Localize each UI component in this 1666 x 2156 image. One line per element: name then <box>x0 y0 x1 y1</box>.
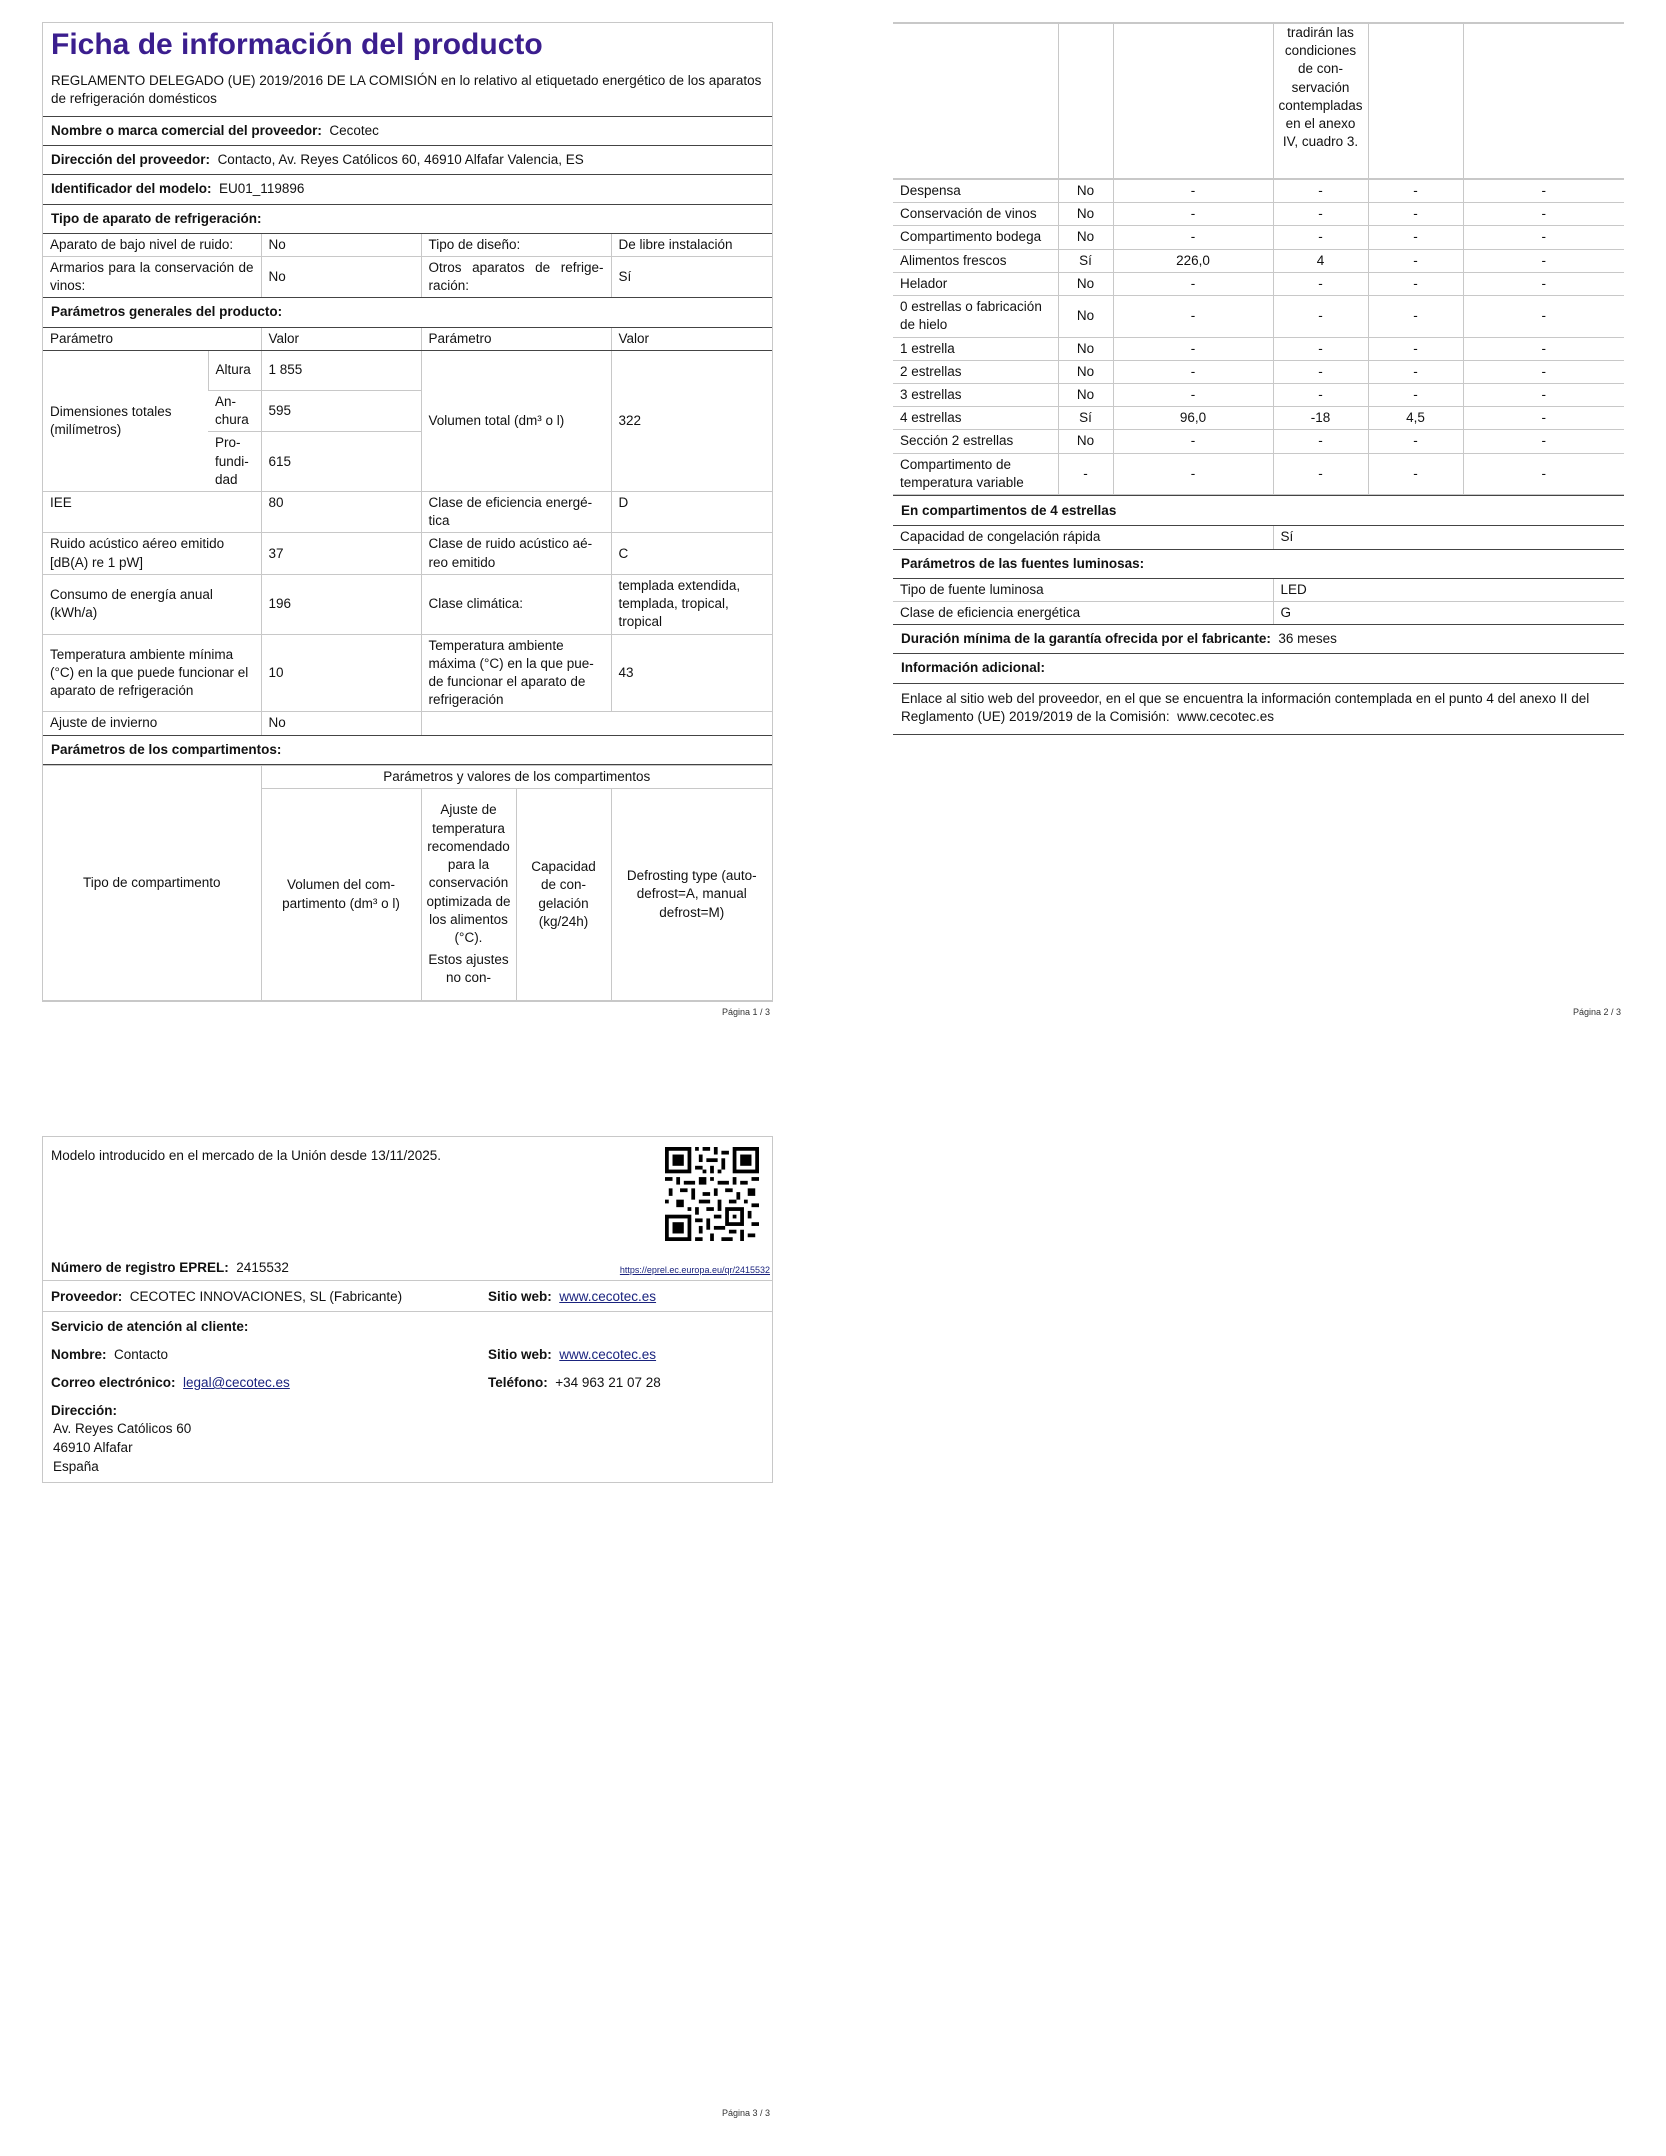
compartment-temp: - <box>1273 337 1368 360</box>
eprel-row <box>51 1259 289 1277</box>
warranty-label: Duración mínima de la garantía ofrecida por el fabricante: <box>901 631 1271 647</box>
compartment-defrost: - <box>1463 226 1624 249</box>
compartment-freeze: 4,5 <box>1368 407 1463 430</box>
compartment-name: 4 estrellas <box>893 407 1058 430</box>
compartment-temp: - <box>1273 453 1368 494</box>
divider <box>43 1280 772 1281</box>
compartment-temp: - <box>1273 180 1368 203</box>
compartment-present: No <box>1058 180 1113 203</box>
min-temp-value: 10 <box>261 634 421 712</box>
compartment-defrost: - <box>1463 407 1624 430</box>
min-temp-label: Temperatura ambiente mínima (°C) en la que puede funcionar el aparato de refrigeración <box>43 634 261 712</box>
compartment-name: Compartimento de temperatura variable <box>893 453 1058 494</box>
empty-cell <box>1368 24 1463 179</box>
max-temp-value: 43 <box>611 634 772 712</box>
compartment-name: Conservación de vinos <box>893 203 1058 226</box>
supplier-row <box>51 1288 402 1306</box>
compartment-present: No <box>1058 296 1113 337</box>
website-link[interactable]: www.cecotec.es <box>559 1289 657 1304</box>
supplier-name-value: Cecotec <box>329 122 379 138</box>
table-row <box>893 360 1624 383</box>
supplier-name-row <box>43 117 772 146</box>
compartment-defrost: - <box>1463 296 1624 337</box>
table-row <box>893 337 1624 360</box>
website-row <box>488 1288 656 1306</box>
four-star-table <box>893 526 1624 549</box>
compartment-name: Helador <box>893 272 1058 295</box>
email-row <box>51 1374 290 1392</box>
compartment-temp: - <box>1273 383 1368 406</box>
compartment-name: Despensa <box>893 180 1058 203</box>
four-star-heading: En compartimentos de 4 estrellas <box>893 495 1624 526</box>
page-3-number: Página 3 / 3 <box>722 2108 771 2118</box>
compartment-temp: - <box>1273 203 1368 226</box>
compartment-freeze: - <box>1368 383 1463 406</box>
winter-value: No <box>261 712 421 735</box>
eei-value: 80 <box>261 492 421 533</box>
additional-info-text <box>893 684 1624 735</box>
height-label: Altura <box>208 350 261 390</box>
compartment-defrost: - <box>1463 272 1624 295</box>
page-1 <box>42 22 773 1002</box>
table-row <box>893 383 1624 406</box>
compartment-header-continued <box>893 23 1624 179</box>
light-type-label: Tipo de fuente luminosa <box>893 579 1273 602</box>
design-type-value: De libre instalación <box>611 234 772 257</box>
fast-freeze-label: Capacidad de congelación rápida <box>893 526 1273 549</box>
qr-code-icon[interactable] <box>665 1147 759 1241</box>
compartment-name: Compartimento bodega <box>893 226 1058 249</box>
compartment-defrost: - <box>1463 360 1624 383</box>
compartment-name: 1 estrella <box>893 337 1058 360</box>
compartment-freeze: - <box>1368 272 1463 295</box>
compartment-temp: -18 <box>1273 407 1368 430</box>
compartment-temp: - <box>1273 226 1368 249</box>
compartment-defrost: - <box>1463 337 1624 360</box>
empty-cell <box>1113 24 1273 179</box>
supplier-address-value: Contacto, Av. Reyes Católicos 60, 46910 Alfafar Valencia, ES <box>217 152 584 168</box>
light-params-table <box>893 579 1624 625</box>
width-value: 595 <box>261 390 421 431</box>
compartment-volume: - <box>1113 430 1273 453</box>
compartment-present: - <box>1058 453 1113 494</box>
noise-label: Ruido acústico aéreo emitido [dB(A) re 1 pW] <box>43 533 261 574</box>
warranty-value: 36 meses <box>1278 631 1337 647</box>
compartment-freeze: - <box>1368 249 1463 272</box>
compartment-present: No <box>1058 203 1113 226</box>
phone-label: Teléfono: <box>488 1375 548 1390</box>
climate-class-label: Clase climática: <box>421 574 611 634</box>
compartment-freeze: - <box>1368 180 1463 203</box>
compartment-present: No <box>1058 383 1113 406</box>
noise-class-value: C <box>611 533 772 574</box>
eprel-qr-link[interactable]: https://eprel.ec.europa.eu/qr/2415532 <box>619 1265 770 1275</box>
divider <box>43 1311 772 1312</box>
compartment-temp: 4 <box>1273 249 1368 272</box>
additional-info-url: www.cecotec.es <box>1177 708 1274 724</box>
website-label: Sitio web: <box>488 1289 552 1304</box>
table-row <box>893 407 1624 430</box>
col-param-header-2: Parámetro <box>421 328 611 351</box>
eei-label: IEE <box>43 492 261 533</box>
additional-info-sentence: Enlace al sitio web del proveedor, en el que se encuentra la información contemplada en el punto 4 del anexo II del Reglamento (UE) 2019/2019 de la Comisión: <box>901 690 1590 724</box>
energy-class-label: Clase de eficiencia energética <box>421 492 611 533</box>
email-link[interactable]: legal@cecotec.es <box>183 1375 290 1390</box>
document-title: Ficha de información del producto <box>51 28 543 61</box>
appliance-type-table <box>43 234 772 299</box>
light-class-label: Clase de eficiencia energética <box>893 601 1273 624</box>
comp-freeze-header: Capacidad de congelación (kg/24h) <box>516 789 611 1001</box>
comp-temp-header-continued: tradirán las condiciones de conservación contempladas en el anexo IV, cuadro 3. <box>1273 24 1368 179</box>
compartment-present: No <box>1058 272 1113 295</box>
col-param-header: Parámetro <box>43 328 261 351</box>
compartment-present: No <box>1058 360 1113 383</box>
compartment-present: No <box>1058 430 1113 453</box>
compartment-volume: - <box>1113 360 1273 383</box>
wine-value: No <box>261 257 421 298</box>
phone-value: +34 963 21 07 28 <box>555 1375 661 1390</box>
compartment-temp: - <box>1273 272 1368 295</box>
compartment-present: Sí <box>1058 249 1113 272</box>
supplier-address-label: Dirección del proveedor: <box>51 152 211 168</box>
compartment-defrost: - <box>1463 430 1624 453</box>
compartment-name: 0 estrellas o fabricación de hielo <box>893 296 1058 337</box>
compartment-volume: - <box>1113 383 1273 406</box>
contact-name-value: Contacto <box>114 1347 169 1362</box>
compartment-defrost: - <box>1463 383 1624 406</box>
address-line-2: 46910 Alfafar <box>53 1439 133 1455</box>
compartment-present: No <box>1058 226 1113 249</box>
table-row <box>893 272 1624 295</box>
contact-name-label: Nombre: <box>51 1347 107 1362</box>
compartments-body <box>893 180 1624 495</box>
low-noise-value: No <box>261 234 421 257</box>
compartment-temp: - <box>1273 360 1368 383</box>
compartment-volume: 96,0 <box>1113 407 1273 430</box>
annual-energy-value: 196 <box>261 574 421 634</box>
compartment-name: 2 estrellas <box>893 360 1058 383</box>
empty-cell <box>1463 24 1624 179</box>
width-label: Anchura <box>208 390 261 431</box>
compartment-name: Sección 2 estrellas <box>893 430 1058 453</box>
page-2-number: Página 2 / 3 <box>1573 1007 1622 1017</box>
compartment-volume: - <box>1113 337 1273 360</box>
light-type-value: LED <box>1273 579 1624 602</box>
empty-cell <box>1058 24 1113 179</box>
eprel-label: Número de registro EPREL: <box>51 1260 229 1275</box>
comp-temp-header-note: Estos ajustes no con- <box>428 952 509 986</box>
design-type-label: Tipo de diseño: <box>421 234 611 257</box>
table-row <box>893 453 1624 494</box>
compartment-temp: - <box>1273 296 1368 337</box>
compartment-freeze: - <box>1368 430 1463 453</box>
address-line-1: Av. Reyes Católicos 60 <box>53 1421 192 1436</box>
model-id-value: EU01_119896 <box>219 181 305 197</box>
supplier-value: CECOTEC INNOVACIONES, SL (Fabricante) <box>129 1289 403 1304</box>
model-id-label: Identificador del modelo: <box>51 181 212 197</box>
col-value-header-2: Valor <box>611 328 772 351</box>
compartment-freeze: - <box>1368 360 1463 383</box>
table-row <box>893 430 1624 453</box>
low-noise-label: Aparato de bajo nivel de ruido: <box>43 234 261 257</box>
comp-values-header: Parámetros y valores de los compartimentos <box>261 765 772 788</box>
warranty-row <box>893 625 1624 654</box>
supplier-address-row <box>43 146 772 175</box>
regulation-subtitle: REGLAMENTO DELEGADO (UE) 2019/2016 DE LA COMISIÓN en lo relativo al etiquetado energético de los aparatos de refrigeración domésticos <box>43 66 772 117</box>
phone-row <box>488 1374 661 1392</box>
compartment-present: Sí <box>1058 407 1113 430</box>
contact-name-row <box>51 1346 168 1364</box>
compartment-freeze: - <box>1368 203 1463 226</box>
compartment-volume: - <box>1113 226 1273 249</box>
noise-value: 37 <box>261 533 421 574</box>
table-row <box>893 249 1624 272</box>
compartments-table <box>893 179 1624 495</box>
depth-value: 615 <box>261 432 421 492</box>
comp-type-header: Tipo de compartimento <box>43 765 261 1000</box>
compartment-volume: - <box>1113 453 1273 494</box>
compartment-name: 3 estrellas <box>893 383 1058 406</box>
energy-class-value: D <box>611 492 772 533</box>
comp-defrost-header: Defrosting type (auto-defrost=A, manual defrost=M) <box>611 789 772 1001</box>
depth-label: Profundidad <box>208 432 261 492</box>
compartment-header-table <box>43 765 772 1001</box>
appliance-type-heading: Tipo de aparato de refrigeración: <box>43 205 772 234</box>
comp-temp-header <box>421 789 516 1001</box>
website2-row <box>488 1346 656 1364</box>
compartment-present: No <box>1058 337 1113 360</box>
compartment-defrost: - <box>1463 203 1624 226</box>
total-volume-label: Volumen total (dm³ o l) <box>421 350 611 491</box>
wine-label: Armarios para la conservación de vinos: <box>43 257 261 298</box>
compartment-volume: - <box>1113 180 1273 203</box>
website2-label: Sitio web: <box>488 1347 552 1362</box>
noise-class-label: Clase de ruido acústico aéreo emitido <box>421 533 611 574</box>
col-value-header: Valor <box>261 328 421 351</box>
market-date-text: Modelo introducido en el mercado de la Unión desde 13/11/2025. <box>51 1148 442 1163</box>
light-class-value: G <box>1273 601 1624 624</box>
compartment-defrost: - <box>1463 453 1624 494</box>
height-value: 1 855 <box>261 350 421 390</box>
empty-cell <box>421 712 772 735</box>
compartment-freeze: - <box>1368 226 1463 249</box>
comp-temp-header-text: Ajuste de temperatura recomendado para la conservación optimizada de los alimentos (°C). <box>426 802 511 945</box>
email-label: Correo electrónico: <box>51 1375 176 1390</box>
total-volume-value: 322 <box>611 350 772 491</box>
comp-volume-header: Volumen del compartimento (dm³ o l) <box>261 789 421 1001</box>
address-line-3: España <box>53 1458 99 1474</box>
compartment-volume: - <box>1113 296 1273 337</box>
general-params-heading: Parámetros generales del producto: <box>43 298 772 327</box>
additional-info-heading: Información adicional: <box>893 654 1624 683</box>
table-row <box>893 180 1624 203</box>
compartment-freeze: - <box>1368 453 1463 494</box>
compartment-volume: 226,0 <box>1113 249 1273 272</box>
compartment-defrost: - <box>1463 249 1624 272</box>
dimensions-label: Dimensiones totales (milímetros) <box>43 350 208 491</box>
compartment-freeze: - <box>1368 337 1463 360</box>
website2-link[interactable]: www.cecotec.es <box>559 1347 657 1362</box>
page-2 <box>893 22 1624 735</box>
table-row <box>893 226 1624 249</box>
winter-label: Ajuste de invierno <box>43 712 261 735</box>
empty-cell <box>893 24 1058 179</box>
compartment-freeze: - <box>1368 296 1463 337</box>
fast-freeze-value: Sí <box>1273 526 1624 549</box>
compartment-params-heading: Parámetros de los compartimentos: <box>43 736 772 765</box>
compartment-volume: - <box>1113 272 1273 295</box>
eprel-number: 2415532 <box>236 1260 289 1275</box>
max-temp-label: Temperatura ambiente máxima (°C) en la que puede funcionar el aparato de refrigeración <box>421 634 611 712</box>
customer-service-heading: Servicio de atención al cliente: <box>51 1319 249 1334</box>
table-row <box>893 203 1624 226</box>
page-1-number: Página 1 / 3 <box>722 1007 771 1017</box>
other-appliance-label: Otros aparatos de refrigeración: <box>421 257 611 298</box>
compartment-volume: - <box>1113 203 1273 226</box>
other-appliance-value: Sí <box>611 257 772 298</box>
light-params-heading: Parámetros de las fuentes luminosas: <box>893 550 1624 579</box>
address-label: Dirección: <box>51 1403 118 1418</box>
page-3 <box>42 1136 773 1483</box>
annual-energy-label: Consumo de energía anual (kWh/a) <box>43 574 261 634</box>
address-block <box>53 1420 191 1477</box>
supplier-label: Proveedor: <box>51 1289 123 1304</box>
table-row <box>893 296 1624 337</box>
general-params-table <box>43 328 772 736</box>
compartment-name: Alimentos frescos <box>893 249 1058 272</box>
compartment-temp: - <box>1273 430 1368 453</box>
model-id-row <box>43 175 772 204</box>
supplier-name-label: Nombre o marca comercial del proveedor: <box>51 122 322 138</box>
climate-class-value: templada extendida, templada, tropical, tropical <box>611 574 772 634</box>
compartment-defrost: - <box>1463 180 1624 203</box>
